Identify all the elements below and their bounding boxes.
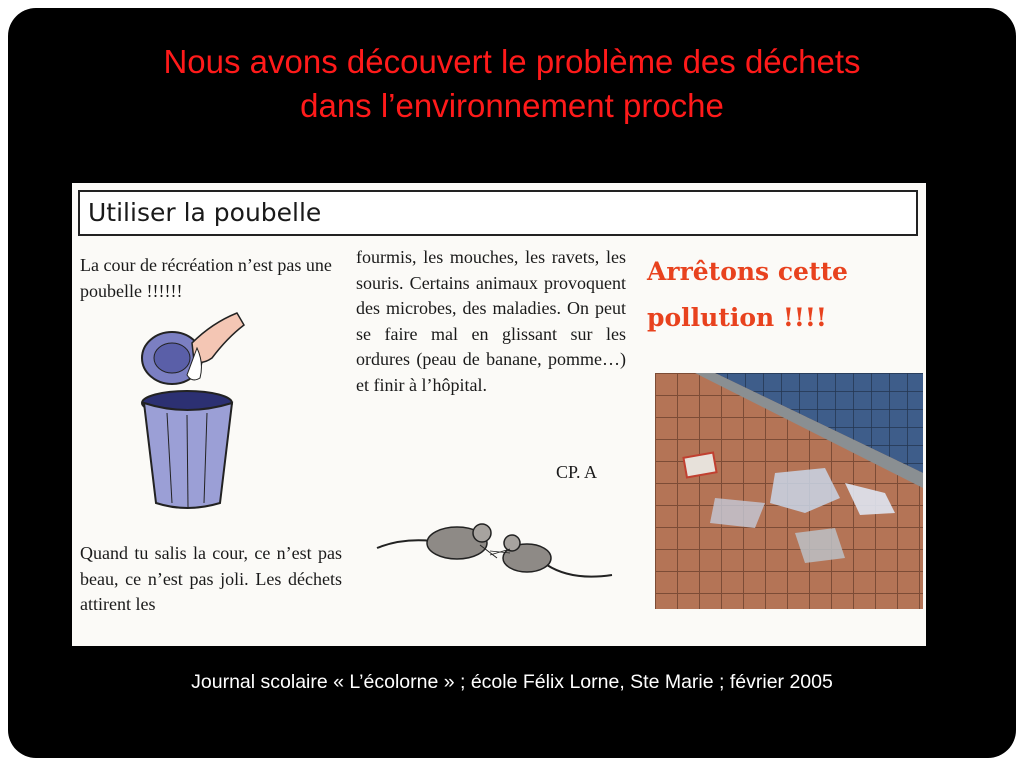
newspaper-clipping [72, 183, 926, 646]
column-1-bottom-text: Quand tu salis la cour, ce n’est pas beau, ce n’est pas joli. Les déchets attirent les [80, 543, 342, 614]
column-1-top-text: La cour de récréation n’est pas une poubelle !!!!!! [80, 255, 332, 301]
litter-photo [655, 373, 923, 609]
column-2-text: fourmis, les mouches, les ravets, les souris. Certains animaux provoquent des microbes, des maladies. On peut se faire mal en glissant sur les ordures (peau de banane, pomme…) et finir à l’hôpital. [356, 247, 626, 395]
headline-line-1: Arrêtons cette [647, 257, 848, 286]
clipping-header [78, 190, 918, 236]
clipping-header-text: Utiliser la poubelle [88, 198, 322, 227]
title-line-2: dans l’environnement proche [300, 87, 724, 124]
slide [8, 8, 1016, 758]
headline [647, 249, 848, 341]
signature: CP. A [556, 462, 598, 482]
mice-illustration [372, 503, 622, 603]
slide-title [8, 40, 1016, 128]
title-line-1: Nous avons découvert le problème des déchets [163, 43, 861, 80]
headline-line-2: pollution !!!! [647, 303, 827, 332]
source-caption: Journal scolaire « L’écolorne » ; école Félix Lorne, Ste Marie ; février 2005 [191, 671, 833, 693]
trash-can-illustration [132, 303, 262, 518]
